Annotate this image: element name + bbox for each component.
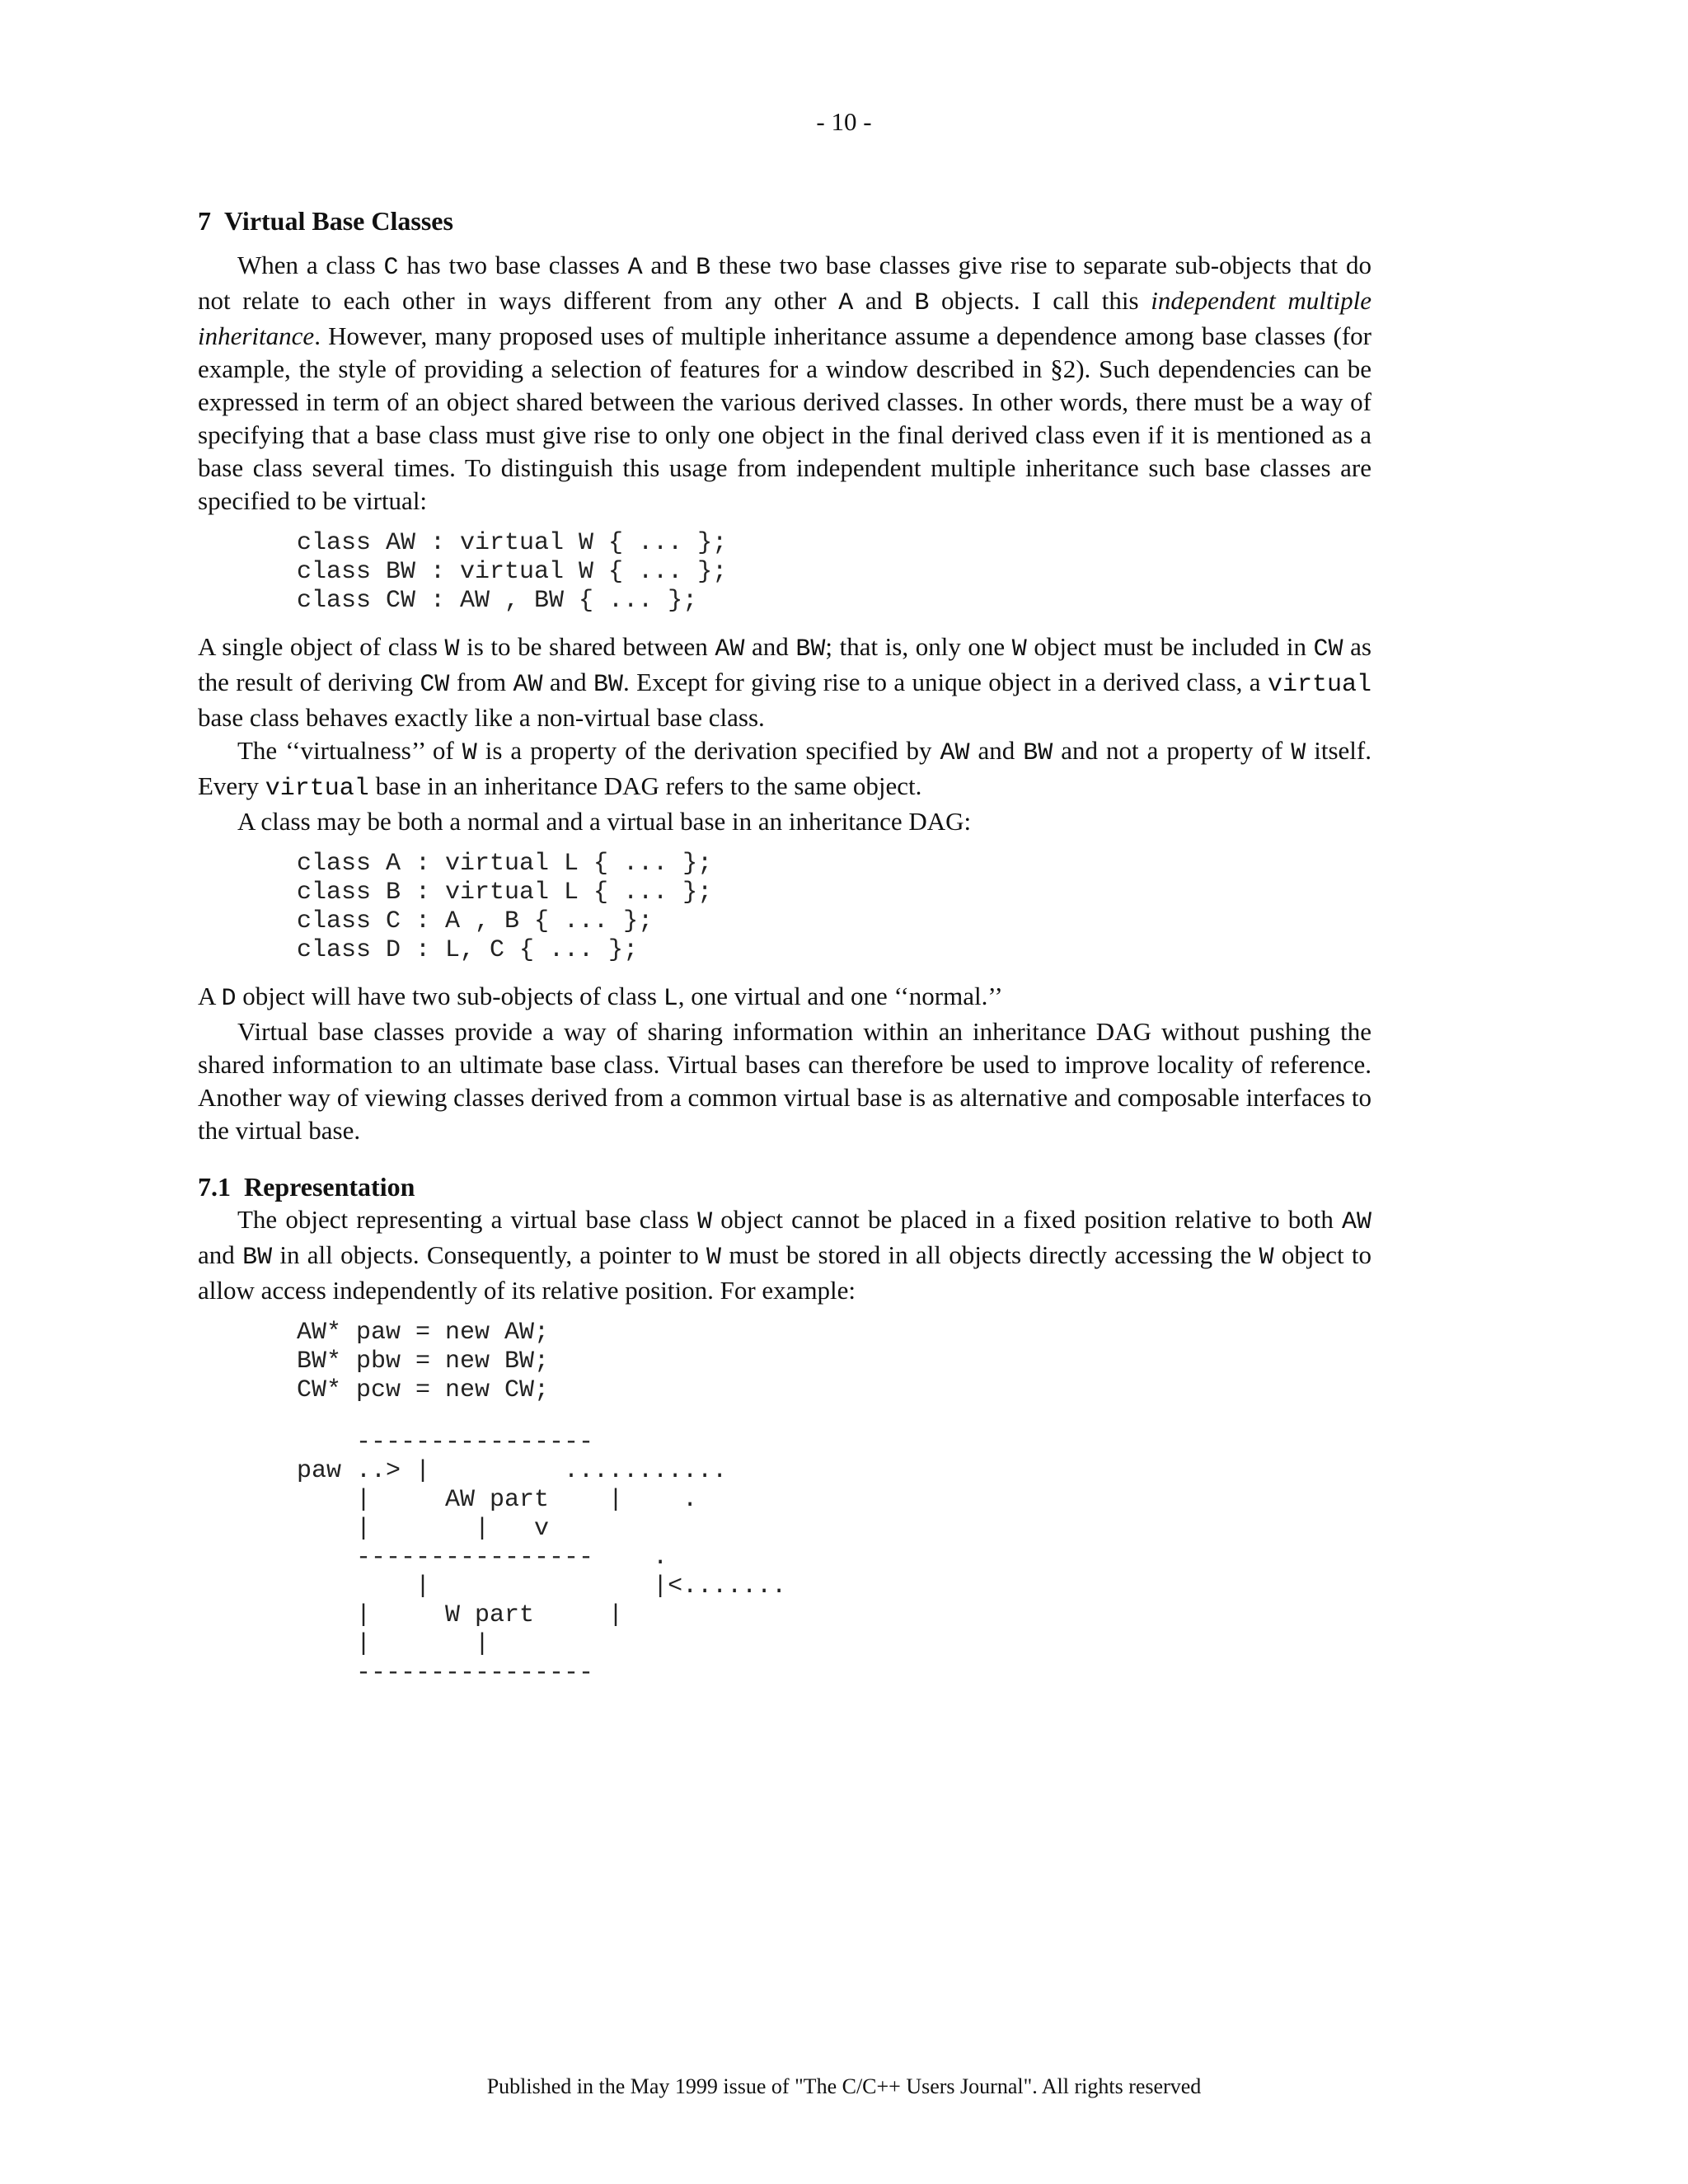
paragraph-shared-object: [198, 630, 1372, 734]
text: The object representing a virtual base class: [237, 1205, 698, 1234]
text: is a property of the derivation specified by: [476, 736, 940, 765]
code-term: BW: [1023, 739, 1053, 767]
text: and: [744, 632, 796, 661]
code-line: class AW : virtual W { ... };: [297, 529, 728, 557]
text: object must be included in: [1026, 632, 1314, 661]
code-term: W: [462, 739, 477, 767]
text: . However, many proposed uses of multiple inheritance assume a dependence among base classes (for example, the style of providing a selection of features for a window described in §2). Such dependencies can be expressed in term of an object shared between the various derived classes. In other words, there must be a way of specifying that a base class must give rise to only one object in the final derived class even if it is mentioned as a base class several times. To distinguish this usage from independent multiple inheritance such base classes are specified to be virtual:: [198, 321, 1372, 515]
text: as the result of deriving: [198, 632, 1372, 696]
text: object cannot be placed in a fixed position relative to both: [712, 1205, 1342, 1234]
subsection-number: 7.1: [198, 1172, 231, 1202]
text: and: [542, 668, 594, 696]
text: and: [969, 736, 1024, 765]
code-term: W: [1011, 635, 1027, 663]
code-term: L: [663, 985, 678, 1013]
text: from: [449, 668, 513, 696]
code-line: AW* paw = new AW;: [297, 1319, 550, 1347]
code-term: AW: [1341, 1208, 1372, 1236]
section-title: Virtual Base Classes: [224, 206, 453, 236]
text: A single object of class: [198, 632, 445, 661]
text: in all objects. Consequently, a pointer to: [272, 1240, 707, 1269]
diagram-line: | |<.......: [297, 1572, 787, 1601]
text: and: [198, 1240, 243, 1269]
text: base class behaves exactly like a non-virtual base class.: [198, 703, 765, 732]
object-layout-diagram: [297, 1428, 1372, 1688]
diagram-line: paw ..> | ...........: [297, 1457, 728, 1485]
diagram-line: | W part |: [297, 1601, 624, 1629]
paragraph-normal-and-virtual: A class may be both a normal and a virtual base in an inheritance DAG:: [237, 807, 972, 836]
code-term: W: [1291, 739, 1306, 767]
code-term: A: [627, 254, 643, 282]
diagram-line: | | v: [297, 1515, 550, 1543]
code-line: CW* pcw = new CW;: [297, 1376, 550, 1404]
code-term: B: [914, 289, 930, 317]
text: and not a property of: [1053, 736, 1292, 765]
page-footer: Published in the May 1999 issue of "The C/C++ Users Journal". All rights reserved: [486, 2074, 1202, 2098]
text: base in an inheritance DAG refers to the same object.: [368, 771, 922, 800]
section-heading: [198, 204, 1372, 237]
text: itself. Every: [198, 736, 1372, 800]
diagram-line: ---------------- .: [297, 1544, 668, 1572]
diagram-line: ----------------: [297, 1659, 594, 1687]
text: has two base classes: [398, 251, 628, 279]
code-term: CW: [420, 671, 450, 699]
code-term: CW: [1313, 635, 1343, 663]
code-term: B: [696, 254, 711, 282]
text: A: [198, 982, 222, 1010]
emphasis: independent multiple inheritance: [198, 286, 1372, 350]
code-term: W: [444, 635, 460, 663]
paragraph-representation: [198, 1203, 1372, 1307]
code-line: class BW : virtual W { ... };: [297, 558, 728, 586]
text: object will have two sub-objects of class: [236, 982, 663, 1010]
page-content: [198, 204, 1372, 1688]
diagram-line: | |: [297, 1630, 490, 1658]
text: is to be shared between: [459, 632, 715, 661]
page-number: - 10 -: [816, 107, 872, 136]
code-line: class A : virtual L { ... };: [297, 850, 713, 878]
paragraph-sharing-information: Virtual base classes provide a way of sharing information within an inheritance DAG without pushing the shared information to an ultimate base class. Virtual bases can therefore be used to improve locality of reference. Another way of viewing classes derived from a common virtual base is as alternative and composable interfaces to the virtual base.: [198, 1017, 1372, 1145]
code-line: class D : L, C { ... };: [297, 936, 639, 964]
text: The ‘‘virtualness’’ of: [237, 736, 462, 765]
diagram-line: | AW part | .: [297, 1486, 698, 1514]
code-term: BW: [795, 635, 826, 663]
code-line: class C : A , B { ... };: [297, 907, 654, 935]
code-term: A: [838, 289, 854, 317]
text: . Except for giving rise to a unique object in a derived class, a: [623, 668, 1268, 696]
code-line: class B : virtual L { ... };: [297, 879, 713, 907]
paragraph-d-object: [198, 980, 1372, 1015]
code-line: BW* pbw = new BW;: [297, 1347, 550, 1376]
code-term: virtual: [1267, 671, 1372, 699]
diagram-line: ----------------: [297, 1428, 594, 1456]
text: and: [853, 286, 915, 315]
code-term: BW: [242, 1244, 273, 1272]
paragraph-virtualness: [198, 734, 1372, 805]
text: ; that is, only one: [825, 632, 1012, 661]
text: When a class: [237, 251, 384, 279]
code-block-pointers: [297, 1319, 1372, 1405]
code-term: W: [706, 1244, 722, 1272]
paragraph-intro: [198, 249, 1372, 518]
text: must be stored in all objects directly accessing the: [721, 1240, 1259, 1269]
code-term: W: [1259, 1244, 1274, 1272]
subsection-heading: [198, 1170, 1372, 1203]
text: objects. I call this: [929, 286, 1151, 315]
section-number: 7: [198, 206, 211, 236]
code-term: C: [383, 254, 399, 282]
subsection-title: Representation: [244, 1172, 415, 1202]
text: , one virtual and one ‘‘normal.’’: [678, 982, 1003, 1010]
code-term: BW: [593, 671, 624, 699]
code-block-aw-bw-cw: [297, 529, 1372, 616]
code-line: class CW : AW , BW { ... };: [297, 587, 698, 615]
text: object to allow access independently of its relative position. For example:: [198, 1240, 1372, 1305]
code-term: virtual: [265, 775, 369, 803]
code-term: AW: [715, 635, 745, 663]
text: these two base classes give rise to separate sub-objects that do not relate to each other in ways different from any other: [198, 251, 1372, 315]
code-term: D: [221, 985, 237, 1013]
code-block-a-b-c-d: [297, 850, 1372, 965]
code-term: AW: [940, 739, 970, 767]
code-term: W: [697, 1208, 713, 1236]
text: and: [642, 251, 696, 279]
code-term: AW: [513, 671, 543, 699]
